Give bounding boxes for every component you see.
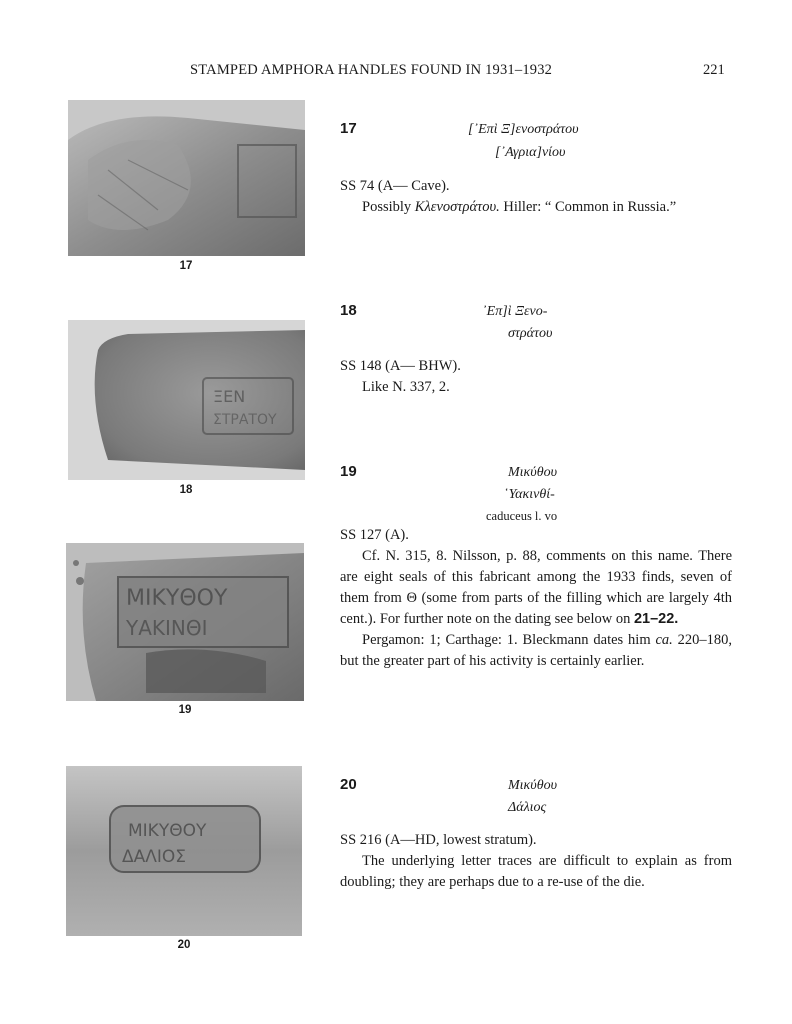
commentary-text: 220–180, but the greater part of his activity is certainly earlier. [340,632,732,669]
plate-label-18: 18 [179,484,193,496]
entry-17 [340,120,732,240]
inscription-line: ᾿Επ]ὶ Ξενο- [482,304,548,319]
commentary-text: Cf. N. 315, 8. Nilsson, p. 88, comments on this name. There are eight seals of this fabricant among the 1933 finds, seven of them from Θ (some from parts of the filling which are largely 4th cent.). For further note on the dating see below on [340,548,732,627]
svg-text:ΔΑΛΙΟΣ: ΔΑΛΙΟΣ [122,847,187,867]
plate-label-20: 20 [177,939,191,951]
commentary: Like N. 337, 2. [362,379,450,395]
inscription-line: Μικύθου [508,778,557,793]
page-number: 221 [703,62,725,78]
plate-photo-19 [66,543,304,701]
entry-number: 19 [340,463,357,480]
plate-label-17: 17 [179,260,193,272]
inscription-line: [᾿Αγρια]νίου [495,145,566,160]
catalog-ref: SS 74 (A— Cave). [340,178,450,194]
commentary-text: Hiller: “ Common in Russia.” [499,199,677,215]
entry-text [340,176,732,218]
entry-number: 18 [340,302,357,319]
commentary [340,546,732,630]
entry-20 [340,776,732,926]
commentary-italic: Κλενοστράτου. [414,199,500,215]
commentary-italic: ca. [655,632,673,648]
caduceus-note: caduceus l. vo [486,509,558,523]
commentary: The underlying letter traces are difficult to explain as from doubling; they are perhaps due to a re-use of the die. [340,853,732,890]
plate-photo-17 [68,100,305,256]
entry-18 [340,302,732,402]
catalog-ref: SS 127 (A). [340,527,409,543]
inscription-line: [᾿Επὶ Ξ]ενοστράτου [468,122,579,137]
entry-19 [340,463,732,723]
svg-text:ΜΙΚΥΘΟΥ: ΜΙΚΥΘΟΥ [128,821,207,841]
running-title: STAMPED AMPHORA HANDLES FOUND IN 1931–1932 [190,62,553,78]
entry-number: 17 [340,120,357,137]
commentary [340,630,732,672]
cross-reference: 21–22. [633,611,679,627]
entry-text [340,830,732,893]
inscription-line: ῾Υακινθί- [504,487,555,502]
inscription-line: στράτου [508,326,553,341]
plate-photo-18 [68,320,305,480]
commentary [340,197,732,218]
entry-text [340,356,732,398]
catalog-ref: SS 216 (A—HD, lowest stratum). [340,832,537,848]
svg-text:ΥΑΚΙΝΘΙ: ΥΑΚΙΝΘΙ [126,616,208,640]
plate-photo-20 [66,766,302,936]
svg-text:ΣΤΡΑΤΟΥ: ΣΤΡΑΤΟΥ [213,412,277,428]
inscription-line: Μικύθου [508,465,557,480]
commentary-text: Possibly [362,199,415,215]
commentary-text: Pergamon: 1; Carthage: 1. Bleckmann dates him [362,632,656,648]
plate-label-19: 19 [178,704,192,716]
svg-text:ΜΙΚΥΘΟΥ: ΜΙΚΥΘΟΥ [126,586,228,611]
svg-text:ΞΕΝ: ΞΕΝ [213,387,246,406]
entry-text [340,525,732,672]
catalog-ref: SS 148 (A— BHW). [340,358,461,374]
running-header [0,62,792,82]
entry-number: 20 [340,776,357,793]
inscription-line: Δάλιος [508,800,547,815]
